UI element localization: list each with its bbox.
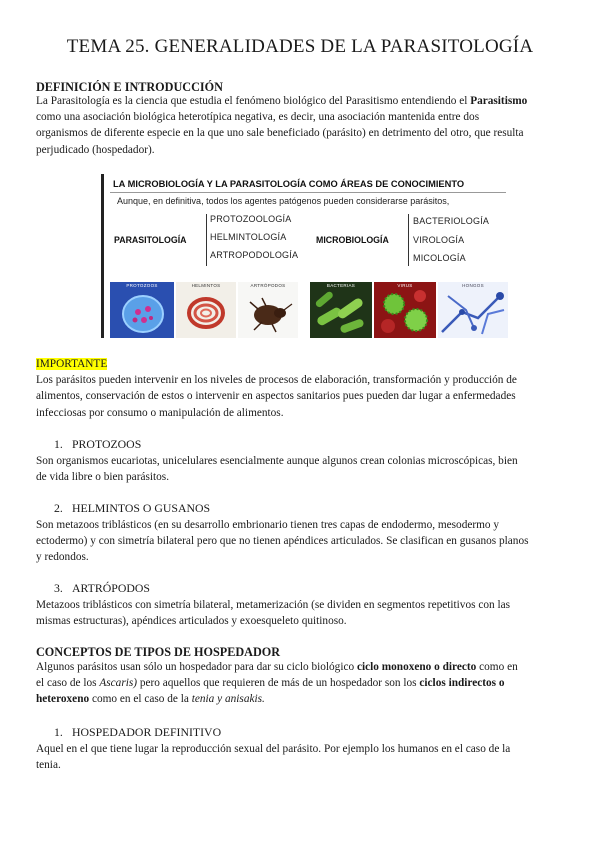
heteroxeno-bold: heteroxeno	[36, 693, 90, 706]
bacteria-image	[310, 282, 372, 338]
section-line: Metazoos triblásticos con simetría bilateral, metamerización (se dividen en segmentos repetitivos con las	[36, 599, 511, 611]
ciclos-indirectos-bold: ciclos indirectos o	[419, 677, 505, 690]
bacteria-icon	[310, 282, 372, 338]
parasitologia-item: ARTROPODOLOGÍA	[210, 250, 299, 260]
knowledge-areas-figure	[101, 174, 508, 338]
thumb-caption: PROTOZOOS	[126, 283, 158, 288]
section-paragraph	[36, 741, 566, 773]
beetle-icon	[238, 282, 298, 338]
figure-title: LA MICROBIOLOGÍA Y LA PARASITOLOGÍA COMO ÁREAS DE CONOCIMIENTO	[113, 179, 465, 189]
microbiologia-label: MICROBIOLOGÍA	[316, 235, 389, 245]
conceptos-text: como en	[479, 661, 518, 673]
tenia-anisakis-italic: tenia y anisakis.	[191, 693, 265, 706]
fungi-icon	[438, 282, 508, 338]
section-number: 3.	[54, 581, 63, 595]
thumb-caption: ARTRÓPODOS	[250, 283, 286, 288]
section-line: Aquel en el que tiene lugar la reproducción sexual del parásito. Por ejemplo los humanos en el caso de la	[36, 743, 511, 755]
arthropods-image	[238, 282, 298, 338]
microbiologia-item: MICOLOGÍA	[413, 253, 466, 263]
definicion-paragraph	[36, 93, 566, 158]
importante-line: alimentos, conservación de estos o intervenir en aspectos sanitarios pues pueden dar lugar a enfermedades	[36, 390, 516, 403]
ascaris-italic: Ascaris)	[99, 677, 138, 690]
microbiologia-item: BACTERIOLOGÍA	[413, 216, 490, 226]
section-line: Son organismos eucariotas, unicelulares esencialmente aunque algunos crean colonias microscópicas, bien	[36, 455, 518, 467]
definicion-line: La Parasitología es la ciencia que estudia el fenómeno biológico del Parasitismo entendiendo el	[36, 95, 468, 107]
conceptos-paragraph	[36, 659, 566, 708]
page-title: TEMA 25. GENERALIDADES DE LA PARASITOLOGÍA	[66, 36, 534, 57]
fungi-image	[438, 282, 508, 338]
helminths-image	[176, 282, 236, 338]
section-line: ectodermo) y con simetría bilateral pero que no tienen apéndices articulados. Se clasifican en gusanos planos	[36, 535, 529, 548]
parasitologia-item: HELMINTOLOGÍA	[210, 232, 287, 242]
section-number: 1.	[54, 437, 63, 451]
section-title: ARTRÓPODOS	[72, 581, 150, 595]
thumb-caption: VIRUS	[397, 283, 413, 288]
definicion-line: como una asociación biológica heterotípica negativa, es decir, una asociación mantenida entre dos	[36, 111, 480, 124]
parasitologia-item: PROTOZOOLOGÍA	[210, 214, 292, 224]
section-heading	[54, 501, 210, 516]
section-paragraph	[36, 453, 566, 485]
definicion-line: perjudicado (hospedador).	[36, 143, 155, 156]
section-line: tenia.	[36, 759, 61, 772]
conceptos-text: el caso de los	[36, 677, 97, 690]
ciclo-monoxeno-bold: ciclo monoxeno o directo	[356, 661, 477, 673]
definicion-heading: DEFINICIÓN E INTRODUCCIÓN	[36, 80, 223, 94]
section-title: PROTOZOOS	[72, 437, 142, 451]
section-heading	[54, 725, 221, 740]
section-heading	[54, 437, 141, 452]
microbiologia-item: VIROLOGÍA	[413, 235, 465, 245]
conceptos-text: Algunos parásitos usan sólo un hospedador para dar su ciclo biológico	[36, 661, 355, 673]
section-number: 1.	[54, 725, 63, 739]
pathogen-thumbnails	[110, 282, 508, 338]
section-title: HELMINTOS O GUSANOS	[72, 501, 211, 515]
section-line: de vida libre o bien parásitos.	[36, 471, 170, 484]
helminth-worm-icon	[176, 282, 236, 338]
conceptos-heading: CONCEPTOS DE TIPOS DE HOSPEDADOR	[36, 645, 281, 659]
importante-line: Los parásitos pueden intervenir en los niveles de procesos de elaboración, transformación y producción de	[36, 374, 517, 387]
importante-section	[36, 356, 566, 421]
virus-icon	[374, 282, 436, 338]
conceptos-text: como en el caso de la	[91, 693, 189, 706]
thumb-caption: HELMINTOS	[191, 283, 221, 288]
section-paragraph	[36, 517, 566, 566]
protozoa-image	[110, 282, 174, 338]
figure-subtitle: Aunque, en definitiva, todos los agentes patógenos pueden considerarse parásitos,	[117, 196, 450, 206]
microbiologia-brace	[408, 214, 409, 266]
section-title: HOSPEDADOR DEFINITIVO	[72, 725, 222, 739]
section-number: 2.	[54, 501, 63, 515]
section-heading	[54, 581, 150, 596]
virus-image	[374, 282, 436, 338]
importante-label: IMPORTANTE	[36, 358, 108, 370]
thumb-caption: BACTERIAS	[326, 283, 356, 288]
protozoa-icon	[110, 282, 174, 338]
importante-line: infecciosas por consumo o manipulación de alimentos.	[36, 406, 284, 419]
conceptos-text: pero aquellos que requieren de más de un hospedador son los	[139, 677, 417, 690]
figure-divider	[110, 192, 506, 193]
parasitologia-brace	[206, 214, 207, 266]
section-paragraph	[36, 597, 566, 629]
thumb-caption: HONGOS	[462, 283, 484, 288]
definicion-line: organismos de diferente especie en la que uno sale beneficiado (parásito) en detrimento del otro, que resulta	[36, 127, 524, 140]
section-line: Son metazoos triblásticos (en su desarrollo embrionario tienen tres capas de endodermo, mesodermo y	[36, 519, 500, 531]
parasitismo-bold: Parasitismo	[470, 95, 528, 107]
section-line: mismas estructuras), apéndices articulados y exoesqueleto quitinoso.	[36, 615, 347, 628]
parasitologia-label: PARASITOLOGÍA	[114, 235, 187, 245]
section-line: y redondos.	[36, 551, 89, 564]
